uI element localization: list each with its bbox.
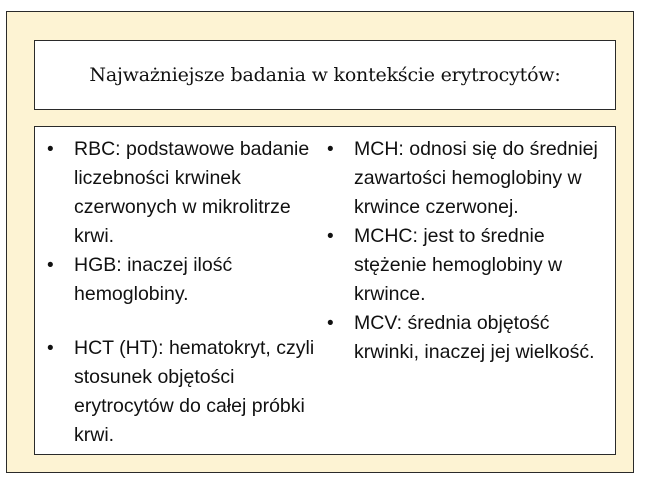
item-text: RBC: podstawowe badanie liczebności krwinek czerwonych w mikrolitrze krwi. xyxy=(74,138,310,247)
slide-title: Najważniejsze badania w kontekście erytrocytów: xyxy=(89,64,561,86)
bullet-icon: • xyxy=(47,338,54,359)
list-item-mcv xyxy=(323,309,608,367)
slide-background xyxy=(6,11,634,473)
content-box xyxy=(34,126,616,455)
bullet-icon: • xyxy=(47,255,54,276)
bullet-icon: • xyxy=(327,313,334,334)
list-item-rbc xyxy=(43,135,315,251)
title-box xyxy=(34,40,616,110)
list-item-mchc xyxy=(323,222,608,309)
bullet-icon: • xyxy=(47,139,54,160)
list-item-hgb xyxy=(43,251,315,309)
item-text: HGB: inaczej ilość hemoglobiny. xyxy=(74,254,233,305)
item-text: MCH: odnosi się do średniej zawartości hemoglobiny w krwince czerwonej. xyxy=(354,138,598,218)
bullet-icon: • xyxy=(327,226,334,247)
item-text: MCHC: jest to średnie stężenie hemoglobiny w krwince. xyxy=(354,225,563,305)
right-bullet-list xyxy=(323,135,608,367)
left-bullet-list xyxy=(43,135,315,450)
list-item-hct xyxy=(43,334,315,450)
item-text: HCT (HT): hematokryt, czyli stosunek objętości erytrocytów do całej próbki krwi. xyxy=(74,337,315,446)
bullet-icon: • xyxy=(327,139,334,160)
list-item-mch xyxy=(323,135,608,222)
item-text: MCV: średnia objętość krwinki, inaczej jej wielkość. xyxy=(354,312,595,363)
